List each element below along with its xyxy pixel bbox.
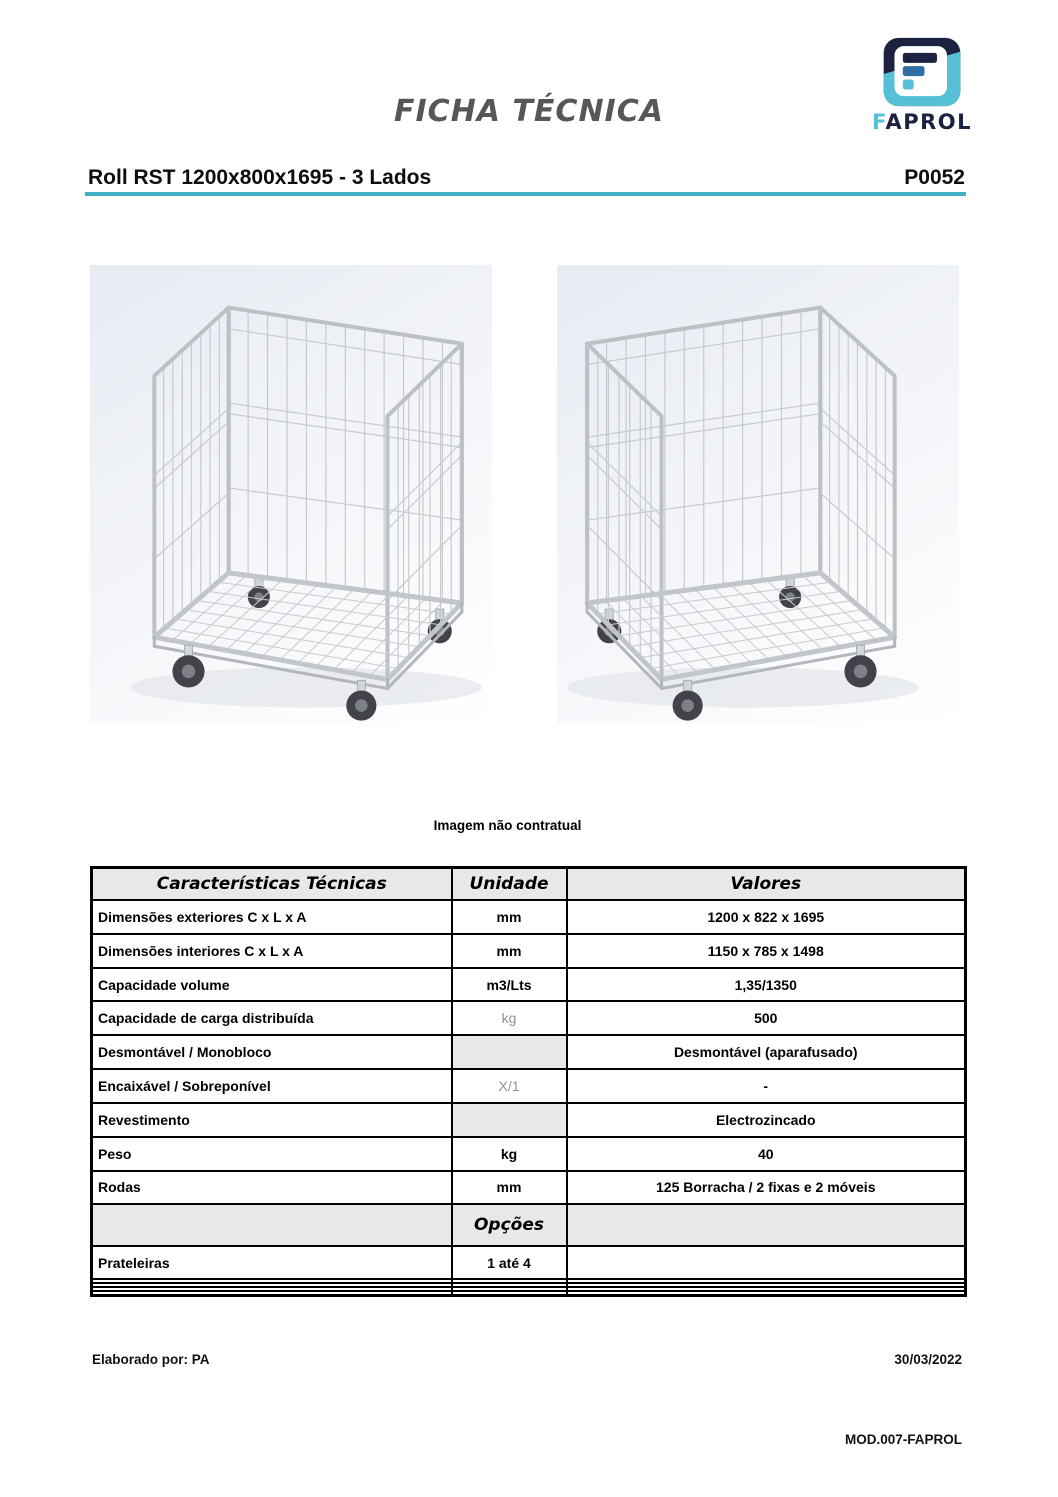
table-row <box>92 1171 966 1205</box>
spec-unit: m3/Lts <box>452 968 567 1002</box>
faprol-logo <box>872 36 972 134</box>
faprol-logo-icon <box>882 36 962 108</box>
table-row <box>92 1035 966 1069</box>
spec-label: Revestimento <box>92 1103 452 1137</box>
spec-unit <box>452 1291 567 1296</box>
spec-value: 1200 x 822 x 1695 <box>567 900 966 934</box>
table-row <box>92 1069 966 1103</box>
spec-value: 125 Borracha / 2 fixas e 2 móveis <box>567 1171 966 1205</box>
spec-unit: mm <box>452 934 567 968</box>
product-code: P0052 <box>904 166 965 189</box>
logo-letters-aprol: APROL <box>885 110 972 134</box>
header-caracteristicas: Características Técnicas <box>92 868 452 901</box>
spec-unit <box>452 1035 567 1069</box>
spec-value: 1,35/1350 <box>567 968 966 1002</box>
logo-letter-f: F <box>872 110 886 134</box>
product-image-2 <box>557 265 959 723</box>
page-title: FICHA TÉCNICA <box>394 94 664 129</box>
spec-label: Peso <box>92 1137 452 1171</box>
product-name: Roll RST 1200x800x1695 - 3 Lados <box>88 166 432 189</box>
options-band-row <box>92 1204 966 1245</box>
spec-label: Encaixável / Sobreponível <box>92 1069 452 1103</box>
elaborated-by: Elaborado por: PA <box>92 1352 210 1367</box>
spec-label: Capacidade volume <box>92 968 452 1002</box>
spec-value <box>567 1291 966 1296</box>
product-header <box>88 166 965 190</box>
table-row-empty <box>92 1291 966 1296</box>
footer <box>92 1352 962 1367</box>
table-header-row <box>92 868 966 901</box>
spec-unit: 1 até 4 <box>452 1246 567 1280</box>
spec-unit: mm <box>452 1171 567 1205</box>
faprol-logo-text <box>872 110 972 134</box>
table-row <box>92 1001 966 1035</box>
table-row <box>92 968 966 1002</box>
spec-unit: mm <box>452 900 567 934</box>
spec-table <box>90 866 967 1297</box>
options-right-cell <box>567 1204 966 1245</box>
image-caption: Imagem não contratual <box>433 818 582 833</box>
spec-unit: X/1 <box>452 1069 567 1103</box>
spec-value: - <box>567 1069 966 1103</box>
doc-code: MOD.007-FAPROL <box>844 1432 962 1447</box>
spec-unit: kg <box>452 1001 567 1035</box>
table-row <box>92 1246 966 1280</box>
document-date: 30/03/2022 <box>894 1352 962 1367</box>
spec-label: Rodas <box>92 1171 452 1205</box>
spec-label: Prateleiras <box>92 1246 452 1280</box>
product-images <box>90 265 959 723</box>
table-row <box>92 934 966 968</box>
options-label: Opções <box>452 1204 567 1245</box>
spec-unit: kg <box>452 1137 567 1171</box>
spec-value: 500 <box>567 1001 966 1035</box>
spec-label: Dimensões exteriores C x L x A <box>92 900 452 934</box>
header-unidade: Unidade <box>452 868 567 901</box>
spec-value: 1150 x 785 x 1498 <box>567 934 966 968</box>
header-valores: Valores <box>567 868 966 901</box>
spec-label <box>92 1291 452 1296</box>
title-underline <box>85 192 966 196</box>
spec-value: 40 <box>567 1137 966 1171</box>
spec-label: Dimensões interiores C x L x A <box>92 934 452 968</box>
table-row <box>92 1103 966 1137</box>
spec-value: Desmontável (aparafusado) <box>567 1035 966 1069</box>
product-image-1 <box>90 265 492 723</box>
table-row <box>92 900 966 934</box>
spec-value: Electrozincado <box>567 1103 966 1137</box>
table-row <box>92 1137 966 1171</box>
spec-unit <box>452 1103 567 1137</box>
spec-label: Desmontável / Monobloco <box>92 1035 452 1069</box>
spec-label: Capacidade de carga distribuída <box>92 1001 452 1035</box>
options-left-cell <box>92 1204 452 1245</box>
spec-value <box>567 1246 966 1280</box>
